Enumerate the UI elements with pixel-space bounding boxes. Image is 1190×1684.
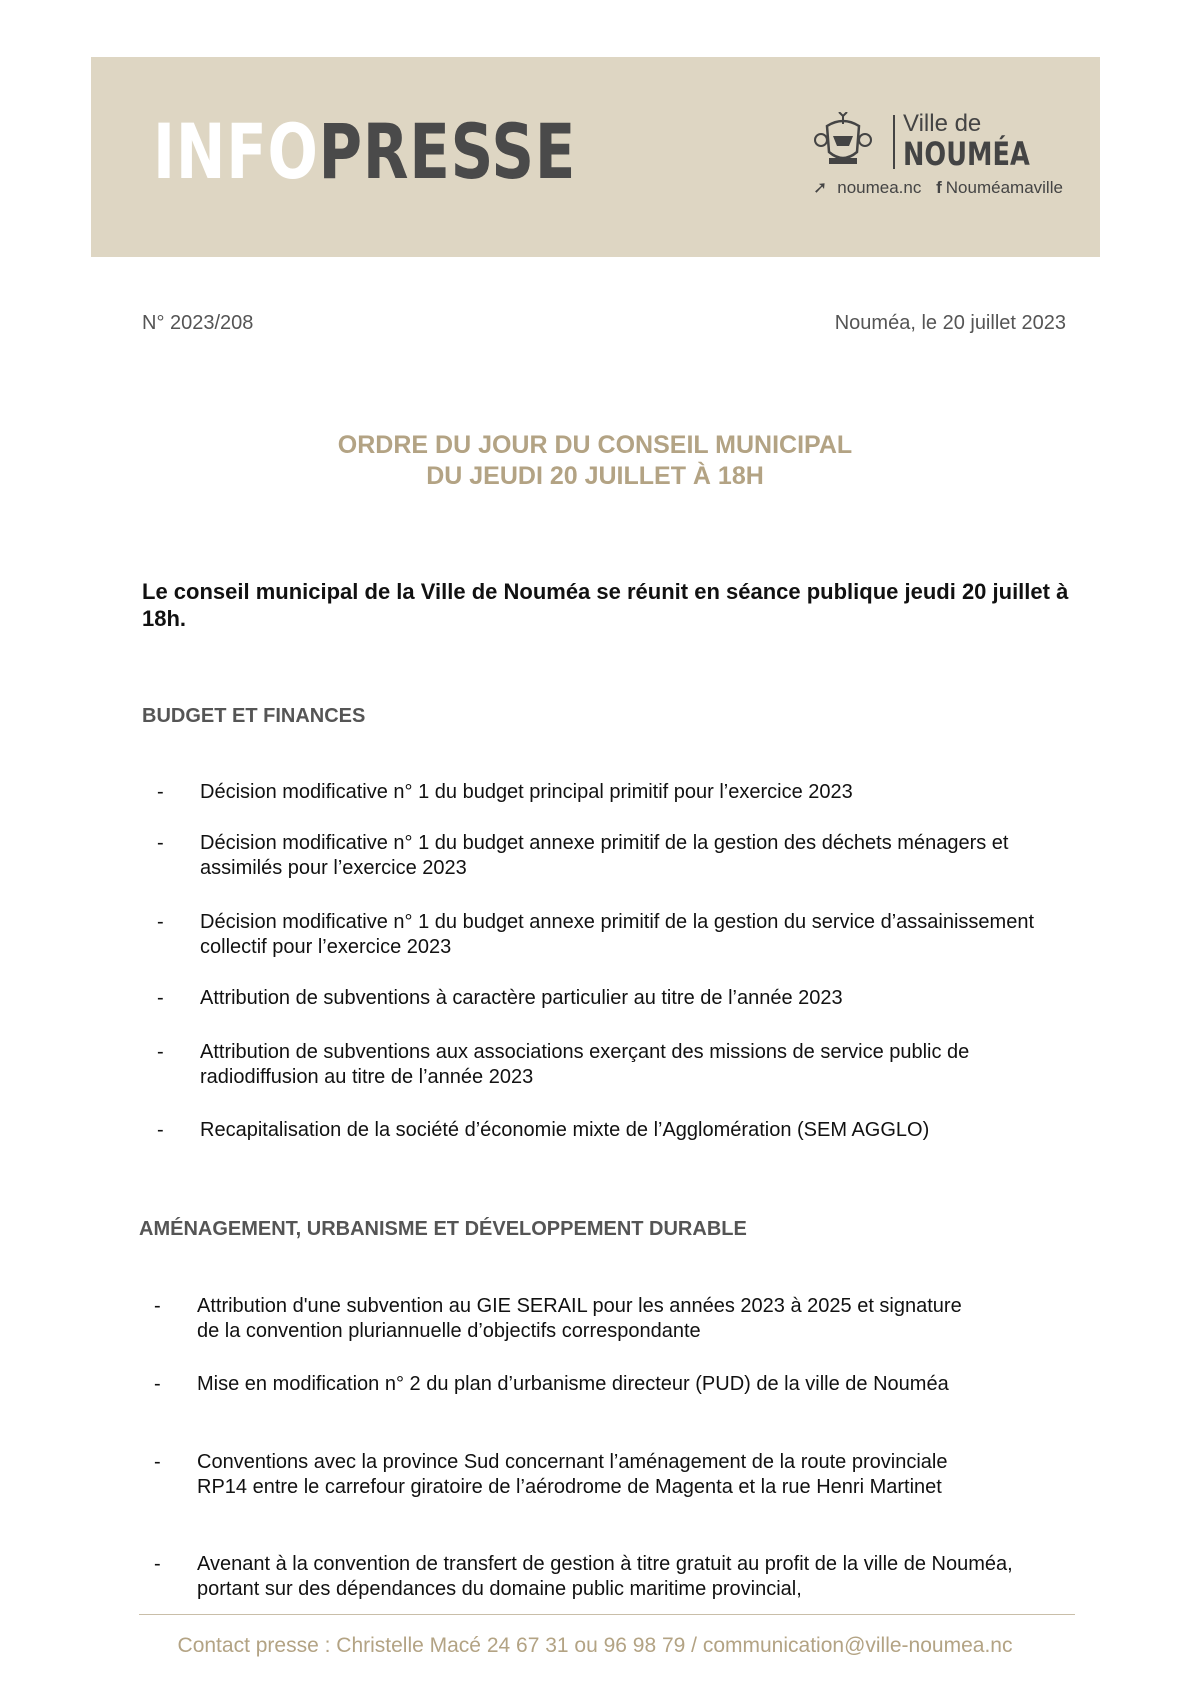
bullet-dash: - — [157, 832, 164, 854]
agenda-item-text: Décision modificative n° 1 du budget annexe primitif de la gestion des déchets ménagers et assimilés pour l’exercice 2023 — [200, 832, 1009, 879]
agenda-item-text: Attribution de subventions à caractère particulier au titre de l’année 2023 — [200, 987, 843, 1009]
document-title-line-2: DU JEUDI 20 JUILLET À 18H — [426, 462, 764, 490]
facebook-link[interactable]: Nouméamaville — [945, 178, 1063, 197]
press-release-date: Nouméa, le 20 juillet 2023 — [834, 312, 1066, 334]
website-link[interactable]: noumea.nc — [837, 178, 922, 197]
bullet-dash: - — [157, 911, 164, 933]
bullet-dash: - — [157, 987, 164, 1009]
social-links — [813, 178, 1073, 198]
logo-word-info: INFO — [153, 107, 319, 196]
logo-divider — [893, 115, 895, 169]
header-banner — [91, 57, 1100, 257]
agenda-item-text: Mise en modification n° 2 du plan d’urbanisme directeur (PUD) de la ville de Nouméa — [197, 1373, 949, 1395]
document-title-line-1: ORDRE DU JOUR DU CONSEIL MUNICIPAL — [337, 431, 853, 459]
bullet-dash: - — [154, 1553, 161, 1575]
footer-divider — [139, 1614, 1075, 1615]
bullet-dash: - — [154, 1295, 161, 1317]
agenda-item-text: Décision modificative n° 1 du budget principal primitif pour l’exercice 2023 — [200, 781, 853, 803]
city-logo — [813, 110, 1063, 202]
section-heading-budget: BUDGET ET FINANCES — [142, 705, 366, 727]
bullet-dash: - — [154, 1451, 161, 1473]
press-release-number: N° 2023/208 — [142, 312, 254, 334]
ville-de-label: Ville de — [903, 110, 982, 137]
bullet-dash: - — [157, 1041, 164, 1063]
agenda-item-text: Attribution d'une subvention au GIE SERAIL pour les années 2023 à 2025 et signature de la convention pluriannuelle d’objectifs correspondante — [197, 1295, 962, 1342]
city-crest-icon — [813, 112, 873, 172]
press-contact-footer: Contact presse : Christelle Macé 24 67 31 ou 96 98 79 / communication@ville-noumea.nc — [177, 1634, 1013, 1657]
noumea-label: NOUMÉA — [903, 135, 1030, 173]
infopresse-logo — [153, 107, 577, 196]
agenda-item-text: Conventions avec la province Sud concernant l’aménagement de la route provinciale RP14 entre le carrefour giratoire de l’aérodrome de Magenta et la rue Henri Martinet — [197, 1451, 948, 1498]
section-heading-amenagement: AMÉNAGEMENT, URBANISME ET DÉVELOPPEMENT DURABLE — [139, 1218, 747, 1240]
intro-paragraph: Le conseil municipal de la Ville de Nouméa se réunit en séance publique jeudi 20 juillet à 18h. — [142, 579, 1069, 631]
bullet-dash: - — [157, 1119, 164, 1141]
logo-word-presse: PRESSE — [318, 107, 577, 196]
website-arrow-icon: ➚ — [813, 178, 828, 197]
bullet-dash: - — [154, 1373, 161, 1395]
agenda-item-text: Décision modificative n° 1 du budget annexe primitif de la gestion du service d’assainissement collectif pour l’exercice 2023 — [200, 911, 1035, 958]
facebook-icon: f — [936, 178, 942, 197]
bullet-dash: - — [157, 781, 164, 803]
agenda-item-text: Attribution de subventions aux associations exerçant des missions de service public de radiodiffusion au titre de l’année 2023 — [200, 1041, 970, 1088]
agenda-item-text: Recapitalisation de la société d’économie mixte de l’Agglomération (SEM AGGLO) — [200, 1119, 930, 1141]
agenda-item-text: Avenant à la convention de transfert de gestion à titre gratuit au profit de la ville de Nouméa, portant sur des dépendances du domaine public maritime provincial, — [197, 1553, 1013, 1600]
